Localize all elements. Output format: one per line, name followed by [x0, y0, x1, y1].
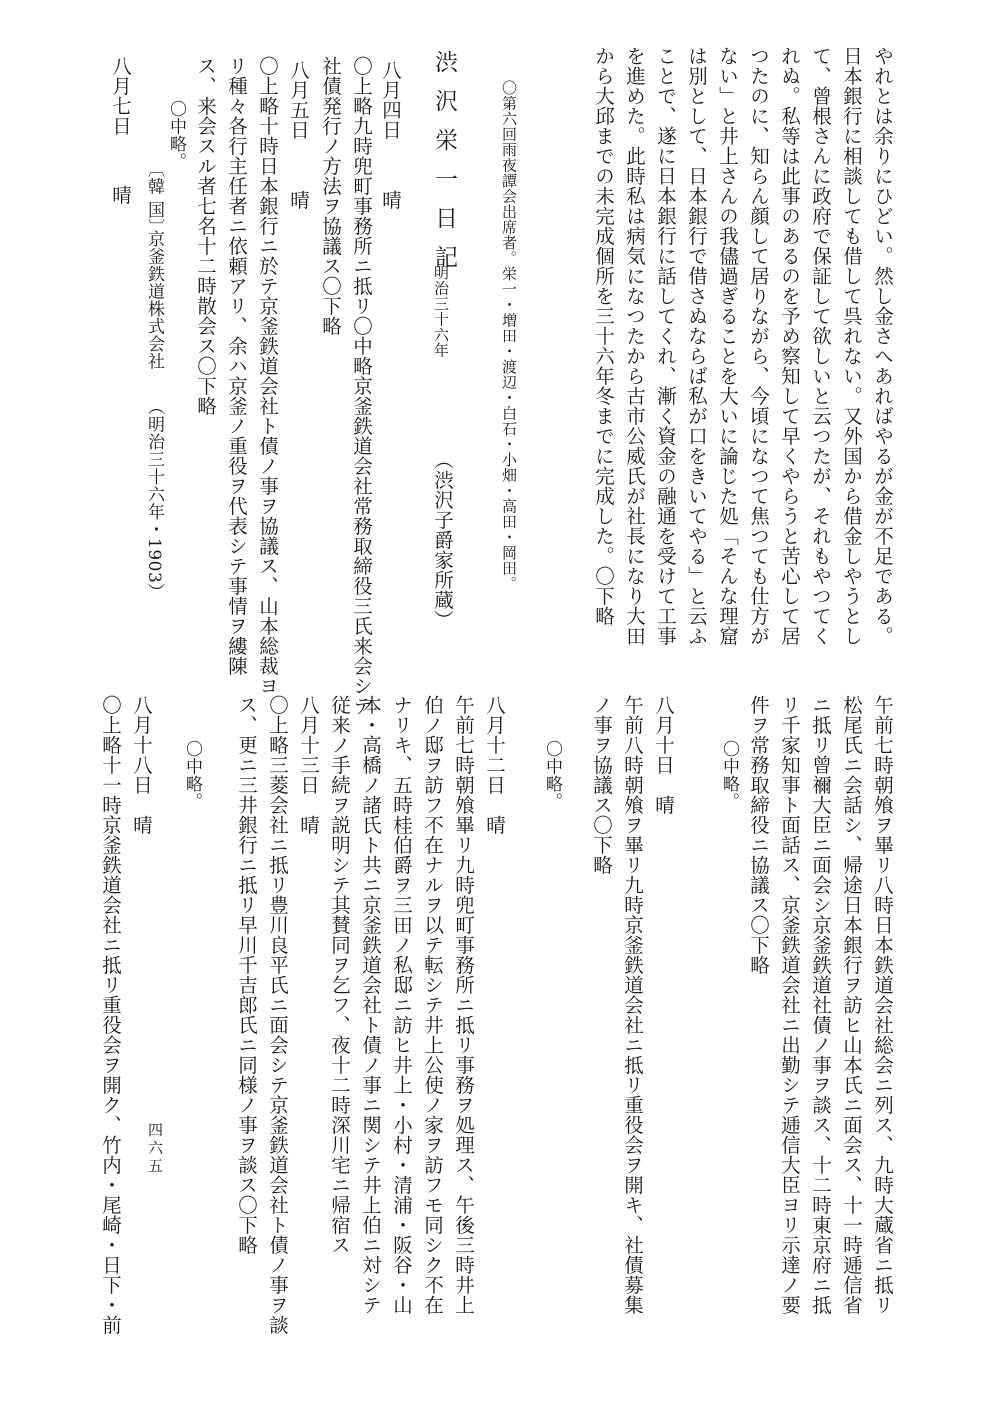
- entry-date: 八月十日 晴: [652, 695, 675, 815]
- entry-line: ノ事ヲ協議ス〇下略: [590, 695, 613, 875]
- entry-line: 松尾氏ニ会話シ、帰途日本銀行ヲ訪ヒ山本氏ニ面会ス、十一時逓信省: [840, 695, 863, 1315]
- narrative-line: ない」と井上さんの我儘過ぎることを大いに論じた処「そんな理窟: [716, 46, 739, 646]
- narrative-line: れぬ。私等は此事のあるのを予め察知して早くやらうと苦心して居: [778, 46, 801, 646]
- attendance-note: 〇第六回雨夜譚会出席者。栄一・増田・渡辺・白石・小畑・高田・岡田。: [500, 80, 518, 592]
- narrative-line: から大邱までの未完成個所を三十六年冬までに完成した。〇下略: [592, 46, 615, 626]
- diary-year: 明治三十六年: [432, 265, 450, 358]
- entry-line: 〇上略九時兜町事務所ニ抵リ〇中略京釜鉄道会社常務取締役三氏来会シテ: [350, 56, 373, 716]
- entry-date: 八月五日: [287, 60, 310, 140]
- omission-note: 〇中略。: [182, 740, 202, 810]
- narrative-line: 日本銀行に相談しても借して呉れない。又外国から借金しやうとし: [840, 46, 863, 646]
- entry-weather: 晴: [287, 190, 310, 210]
- entry-line: 〇上略十時日本銀行ニ於テ京釜鉄道会社ト債ノ事ヲ協議ス、山本総裁ヨ: [256, 56, 279, 696]
- entry-weather: 晴: [109, 185, 132, 205]
- entry-line: ナリキ、五時桂伯爵ヲ三田ノ私邸ニ訪ヒ井上・小村・清浦・阪谷・山: [390, 695, 413, 1315]
- entry-line: 件ヲ常務取締役ニ協議ス〇下略: [747, 695, 770, 975]
- omission-note: 〇中略。: [542, 740, 562, 810]
- page-number: 四六五: [146, 1122, 164, 1176]
- narrative-line: つたのに、知らん顔して居りながら、今頃になつて焦つても仕方が: [747, 46, 770, 646]
- entry-line: 従来ノ手続ヲ説明シテ其賛同ヲ乞フ、夜十二時深川宅ニ帰宿ス: [328, 695, 351, 1255]
- narrative-line: やれとは余りにひどい。然し金さへあればやるが金が不足である。: [871, 46, 894, 646]
- entry-line: リ種々各行主任者ニ依頼アリ、余ハ京釜ノ重役ヲ代表シテ事情ヲ縷陳: [225, 56, 248, 676]
- omission-note: 〇中略。: [166, 100, 186, 170]
- entry-line: ス、来会スル者七名十二時散会ス〇下略: [194, 56, 217, 416]
- entry-line: 伯ノ邸ヲ訪フ不在ナルヲ以テ転シテ井上公使ノ家ヲ訪フモ同シク不在: [421, 695, 444, 1315]
- entry-date: 八月七日: [109, 56, 132, 136]
- narrative-line: は別として、日本銀行で借さぬならば私が口をきいてやる」と云ふ: [685, 46, 708, 646]
- entry-line: 午前七時朝飧ヲ畢リ八時日本鉄道会社総会ニ列ス、九時大蔵省ニ抵リ: [871, 695, 894, 1315]
- narrative-line: ことで、遂に日本銀行に話してくれ、漸く資金の融通を受けて工事: [654, 46, 677, 646]
- entry-line: 〇上略十一時京釜鉄道会社ニ抵リ重役会ヲ開ク、竹内・尾崎・日下・前: [99, 695, 122, 1335]
- entry-line: 午前七時朝飧畢リ九時兜町事務所ニ抵リ事務ヲ処理ス、午後三時井上: [452, 695, 475, 1315]
- entry-line: 本・高橋ノ諸氏ト共ニ京釜鉄道会社ト債ノ事ニ関シテ井上伯ニ対シテ: [359, 695, 382, 1315]
- diary-source: （渋沢子爵家所蔵）: [431, 450, 454, 630]
- entry-date: 八月十八日 晴: [130, 695, 153, 835]
- entry-date: 八月十三日 晴: [297, 695, 320, 835]
- diary-title: 渋沢栄一日記: [431, 50, 457, 284]
- entry-date: 八月四日: [379, 60, 402, 140]
- section-bracket: 〔韓 国〕: [144, 160, 164, 236]
- entry-line: ス、更ニ三井銀行ニ抵リ早川千吉郎氏ニ同様ノ事ヲ談ス〇下略: [235, 695, 258, 1255]
- omission-note: 〇中略。: [719, 740, 739, 810]
- entry-line: 午前八時朝飧ヲ畢リ九時京釜鉄道会社ニ抵リ重役会ヲ開キ、社債募集: [621, 695, 644, 1315]
- entry-line: 社債発行ノ方法ヲ協議ス〇下略: [319, 56, 342, 336]
- entry-weather: 晴: [379, 190, 402, 210]
- narrative-line: を進めた。此時私は病気になつたから古市公威氏が社長になり大田: [623, 46, 646, 646]
- section-year: （明治三十六年・1903）: [144, 398, 164, 601]
- entry-line: ニ抵リ曾禰大臣ニ面会シ京釜鉄道社債ノ事ヲ談ス、十二時東京府ニ抵: [809, 695, 832, 1315]
- entry-line: リ千家知事ト面話ス、京釜鉄道会社ニ出勤シテ逓信大臣ヨリ示達ノ要: [778, 695, 801, 1315]
- entry-date: 八月十二日 晴: [483, 695, 506, 835]
- narrative-line: て、曾根さんに政府で保証して欲しいと云つたが、それもやつてく: [809, 46, 832, 646]
- section-company: 京釜鉄道株式会社: [144, 230, 164, 370]
- entry-line: 〇上略三菱会社ニ抵リ豊川良平氏ニ面会シテ京釜鉄道会社ト債ノ事ヲ談: [266, 695, 289, 1335]
